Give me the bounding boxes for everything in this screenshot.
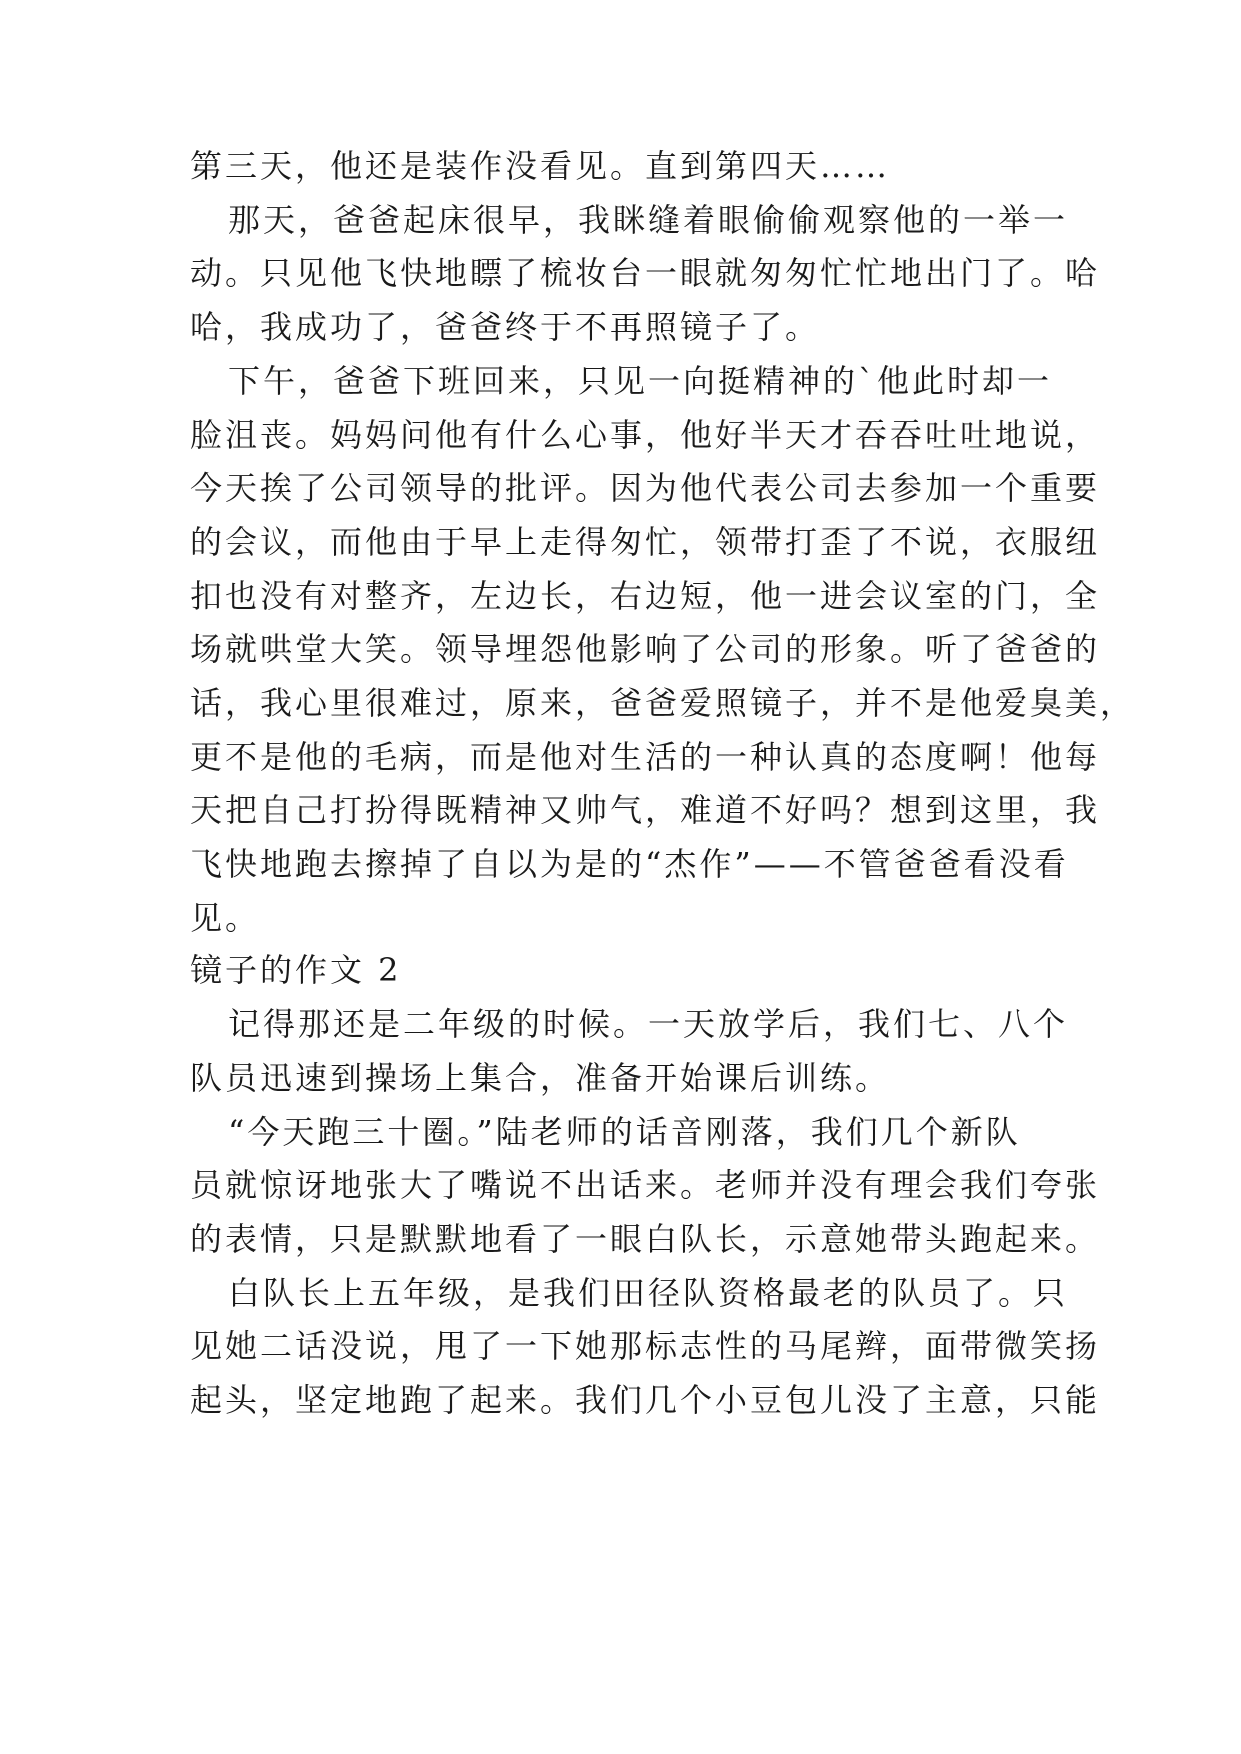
text-line: 更不是他的毛病，而是他对生活的一种认真的态度啊！他每 [190, 738, 1101, 776]
text-line: 下午，爸爸下班回来，只见一向挺精神的`他此时却一 [228, 362, 1053, 400]
text-line: 记得那还是二年级的时候。一天放学后，我们七、八个 [228, 1005, 1069, 1043]
text-line: 的表情，只是默默地看了一眼白队长，示意她带头跑起来。 [190, 1220, 1101, 1258]
text-line: 扣也没有对整齐，左边长，右边短，他一进会议室的门，全 [190, 577, 1101, 615]
text-line: 脸沮丧。妈妈问他有什么心事，他好半天才吞吞吐吐地说， [190, 416, 1101, 454]
text-line: 动。只见他飞快地瞟了梳妆台一眼就匆匆忙忙地出门了。哈 [190, 254, 1101, 292]
text-line: 起头，坚定地跑了起来。我们几个小豆包儿没了主意，只能 [190, 1381, 1101, 1419]
text-line: “今天跑三十圈。”陆老师的话音刚落，我们几个新队 [228, 1113, 1021, 1151]
text-line: 白队长上五年级，是我们田径队资格最老的队员了。只 [228, 1274, 1069, 1312]
text-line: 见她二话没说，甩了一下她那标志性的马尾辫，面带微笑扬 [190, 1327, 1101, 1365]
text-line: 天把自己打扮得既精神又帅气，难道不好吗？想到这里，我 [190, 791, 1101, 829]
text-line: 飞快地跑去擦掉了自以为是的“杰作”——不管爸爸看没看 [190, 845, 1069, 883]
section-heading: 镜子的作文 2 [190, 951, 402, 989]
text-line: 第三天，他还是装作没看见。直到第四天…… [190, 147, 891, 185]
text-line: 哈，我成功了，爸爸终于不再照镜子了。 [190, 308, 821, 346]
text-line: 那天，爸爸起床很早，我眯缝着眼偷偷观察他的一举一 [228, 201, 1069, 239]
text-line: 今天挨了公司领导的批评。因为他代表公司去参加一个重要 [190, 469, 1101, 507]
text-line: 话，我心里很难过，原来，爸爸爱照镜子，并不是他爱臭美， [190, 684, 1136, 722]
text-line: 队员迅速到操场上集合，准备开始课后训练。 [190, 1059, 891, 1097]
text-line: 场就哄堂大笑。领导埋怨他影响了公司的形象。听了爸爸的 [190, 630, 1101, 668]
text-line: 员就惊讶地张大了嘴说不出话来。老师并没有理会我们夸张 [190, 1166, 1101, 1204]
text-line: 的会议，而他由于早上走得匆忙，领带打歪了不说，衣服纽 [190, 523, 1101, 561]
text-line: 见。 [190, 899, 261, 937]
